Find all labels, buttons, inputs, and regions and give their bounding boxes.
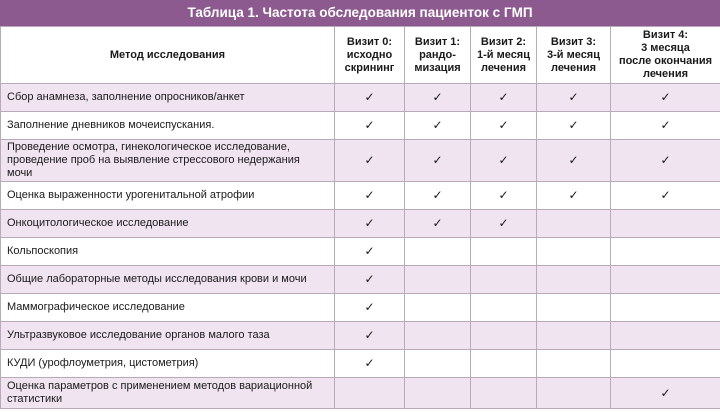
method-name-cell	[1, 84, 335, 112]
checkmark-icon: ✓	[364, 328, 375, 342]
checkmark-icon: ✓	[432, 216, 443, 230]
visit-2-cell	[471, 140, 537, 182]
visit-0-cell	[335, 112, 405, 140]
visit-0-cell	[335, 350, 405, 378]
method-name-line: проведение проб на выявление стрессового недержания	[7, 154, 300, 166]
method-name-cell	[1, 182, 335, 210]
checkmark-icon: ✓	[364, 356, 375, 370]
checkmark-icon: ✓	[432, 188, 443, 202]
checkmark-icon: ✓	[568, 118, 579, 132]
visit-1-cell	[405, 112, 471, 140]
visit-4-cell	[611, 266, 720, 294]
method-name-cell	[1, 140, 335, 182]
visit-4-cell	[611, 350, 720, 378]
visit-1-cell	[405, 182, 471, 210]
method-name-line: Оценка параметров с применением методов вариационной	[7, 380, 313, 392]
table-row	[1, 210, 720, 238]
method-name-cell	[1, 378, 335, 409]
method-name-line: Кольпоскопия	[7, 245, 79, 257]
visit-3-cell	[537, 84, 611, 112]
header-row	[1, 27, 720, 84]
method-name-cell	[1, 322, 335, 350]
visit-2-cell	[471, 266, 537, 294]
checkmark-icon: ✓	[364, 153, 375, 167]
column-header-visit-1: Визит 1: рандо- мизация	[405, 27, 471, 84]
method-name-line: Сбор анамнеза, заполнение опросников/анкет	[7, 91, 245, 103]
visit-1-cell	[405, 238, 471, 266]
checkmark-icon: ✓	[364, 216, 375, 230]
checkmark-icon: ✓	[498, 90, 509, 104]
checkmark-icon: ✓	[660, 385, 671, 400]
table-row	[1, 182, 720, 210]
visit-2-cell	[471, 84, 537, 112]
visit-0-cell	[335, 294, 405, 322]
checkmark-icon: ✓	[498, 188, 509, 202]
checkmark-icon: ✓	[432, 118, 443, 132]
visit-2-cell	[471, 350, 537, 378]
visit-4-cell	[611, 294, 720, 322]
visit-3-cell	[537, 210, 611, 238]
method-name-line: статистики	[7, 393, 63, 405]
table-row	[1, 112, 720, 140]
visit-1-cell	[405, 210, 471, 238]
table-row	[1, 238, 720, 266]
table-row	[1, 140, 720, 182]
method-name-cell	[1, 112, 335, 140]
method-name-line: Проведение осмотра, гинекологическое исследование,	[7, 141, 290, 153]
visit-1-cell	[405, 266, 471, 294]
checkmark-icon: ✓	[498, 118, 509, 132]
method-name-cell	[1, 238, 335, 266]
visit-0-cell	[335, 84, 405, 112]
checkmark-icon: ✓	[568, 188, 579, 202]
visit-4-cell	[611, 378, 720, 409]
checkmark-icon: ✓	[364, 188, 375, 202]
checkmark-icon: ✓	[660, 118, 671, 132]
visit-2-cell	[471, 238, 537, 266]
table-row	[1, 378, 720, 409]
table-row	[1, 266, 720, 294]
checkmark-icon: ✓	[364, 90, 375, 104]
visit-4-cell	[611, 84, 720, 112]
checkmark-icon: ✓	[364, 272, 375, 286]
checkmark-icon: ✓	[364, 244, 375, 258]
examination-table	[0, 26, 720, 409]
visit-0-cell	[335, 182, 405, 210]
column-header-visit-2: Визит 2: 1-й месяц лечения	[471, 27, 537, 84]
visit-3-cell	[537, 350, 611, 378]
column-header-method: Метод исследования	[1, 27, 335, 84]
visit-2-cell	[471, 294, 537, 322]
visit-0-cell	[335, 378, 405, 409]
method-name-cell	[1, 210, 335, 238]
table-title: Таблица 1. Частота обследования пациенток с ГМП	[0, 0, 720, 26]
visit-2-cell	[471, 182, 537, 210]
table-body	[1, 84, 720, 409]
method-name-cell	[1, 294, 335, 322]
checkmark-icon: ✓	[660, 90, 671, 104]
method-name-line: Общие лабораторные методы исследования крови и мочи	[7, 273, 307, 285]
checkmark-icon: ✓	[364, 300, 375, 314]
method-name-line: Маммографическое исследование	[7, 301, 185, 313]
visit-2-cell	[471, 112, 537, 140]
checkmark-icon: ✓	[660, 153, 671, 167]
method-name-cell	[1, 350, 335, 378]
visit-2-cell	[471, 210, 537, 238]
visit-0-cell	[335, 140, 405, 182]
method-name-line: Оценка выраженности урогенитальной атрофии	[7, 189, 255, 201]
checkmark-icon: ✓	[432, 153, 443, 167]
visit-3-cell	[537, 294, 611, 322]
visit-1-cell	[405, 84, 471, 112]
method-name-line: КУДИ (урофлоуметрия, цистометрия)	[7, 357, 199, 369]
visit-4-cell	[611, 112, 720, 140]
visit-4-cell	[611, 140, 720, 182]
visit-3-cell	[537, 378, 611, 409]
checkmark-icon: ✓	[364, 118, 375, 132]
checkmark-icon: ✓	[498, 216, 509, 230]
table-row	[1, 294, 720, 322]
visit-0-cell	[335, 266, 405, 294]
method-name-line: Ультразвуковое исследование органов малого таза	[7, 329, 270, 341]
visit-2-cell	[471, 322, 537, 350]
visit-0-cell	[335, 210, 405, 238]
method-name-line: Онкоцитологическое исследование	[7, 217, 189, 229]
visit-3-cell	[537, 266, 611, 294]
visit-1-cell	[405, 294, 471, 322]
checkmark-icon: ✓	[498, 153, 509, 167]
method-name-line: Заполнение дневников мочеиспускания.	[7, 119, 215, 131]
table-row	[1, 350, 720, 378]
checkmark-icon: ✓	[568, 90, 579, 104]
checkmark-icon: ✓	[432, 90, 443, 104]
visit-3-cell	[537, 238, 611, 266]
visit-0-cell	[335, 238, 405, 266]
table-row	[1, 84, 720, 112]
visit-3-cell	[537, 182, 611, 210]
visit-3-cell	[537, 112, 611, 140]
visit-4-cell	[611, 182, 720, 210]
visit-3-cell	[537, 140, 611, 182]
visit-2-cell	[471, 378, 537, 409]
method-name-cell	[1, 266, 335, 294]
visit-4-cell	[611, 238, 720, 266]
checkmark-icon: ✓	[660, 188, 671, 202]
visit-1-cell	[405, 378, 471, 409]
table-row	[1, 322, 720, 350]
visit-4-cell	[611, 322, 720, 350]
visit-0-cell	[335, 322, 405, 350]
visit-1-cell	[405, 322, 471, 350]
visit-1-cell	[405, 350, 471, 378]
method-name-line: мочи	[7, 167, 33, 179]
column-header-visit-3: Визит 3: 3-й месяц лечения	[537, 27, 611, 84]
column-header-visit-4: Визит 4: 3 месяца после окончания лечения	[611, 27, 720, 84]
column-header-visit-0: Визит 0: исходно скрининг	[335, 27, 405, 84]
visit-3-cell	[537, 322, 611, 350]
checkmark-icon: ✓	[568, 153, 579, 167]
visit-4-cell	[611, 210, 720, 238]
visit-1-cell	[405, 140, 471, 182]
